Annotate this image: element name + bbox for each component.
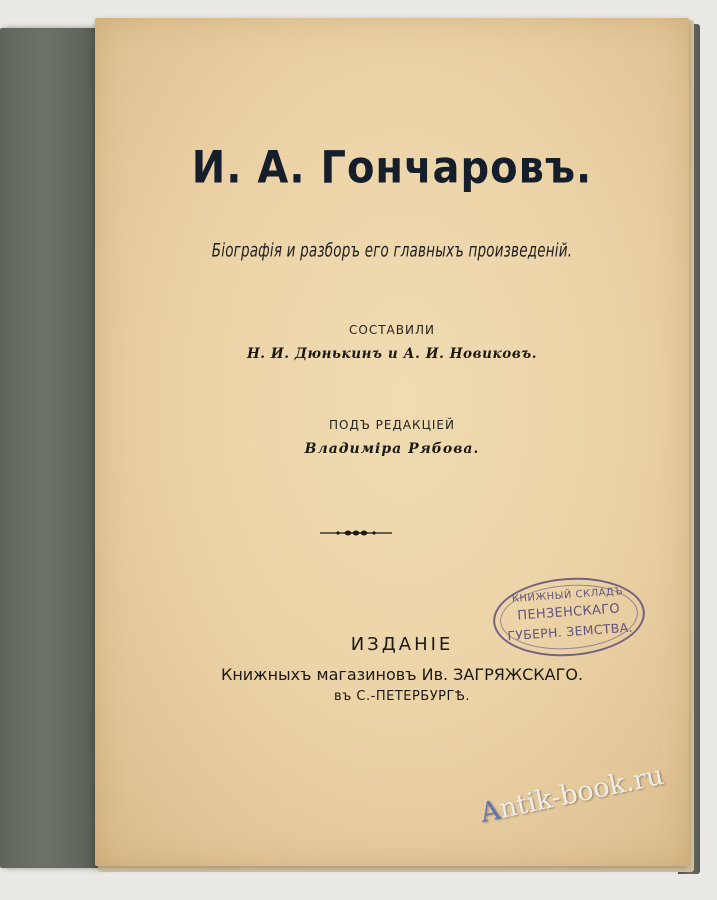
stamp-line-3: ГУБЕРН. ЗЕМСТВА. [506,619,634,644]
publisher: Книжныхъ магазиновъ Ив. ЗАГРЯЖСКАГО. [220,665,584,684]
publication-label: ИЗДАНІЕ [350,634,454,655]
stamp-line-1: КНИЖНЫЙ СКЛАДЪ [511,586,624,605]
authors: Н. И. Дюнькинъ и А. И. Новиковъ. [246,346,538,362]
book-cover-left [0,28,108,868]
publication-city: въ С.-ПЕТЕРБУРГѢ. [333,689,471,704]
editor-name: Владиміра Рябова. [304,441,480,457]
book-title: И. А. Гончаровъ. [191,142,593,194]
ornament-divider-icon [318,527,394,539]
book-subtitle: Біографія и разборъ его главныхъ произведеній. [211,238,573,262]
editor-label: ПОДЪ РЕДАКЦІЕЙ [329,418,455,432]
compiled-label: СОСТАВИЛИ [349,323,435,337]
watermark-initial: A [477,794,504,829]
stamp-line-2: ПЕНЗЕНСКАГО [516,601,621,624]
watermark-text: ntik-book.ru [496,759,667,825]
